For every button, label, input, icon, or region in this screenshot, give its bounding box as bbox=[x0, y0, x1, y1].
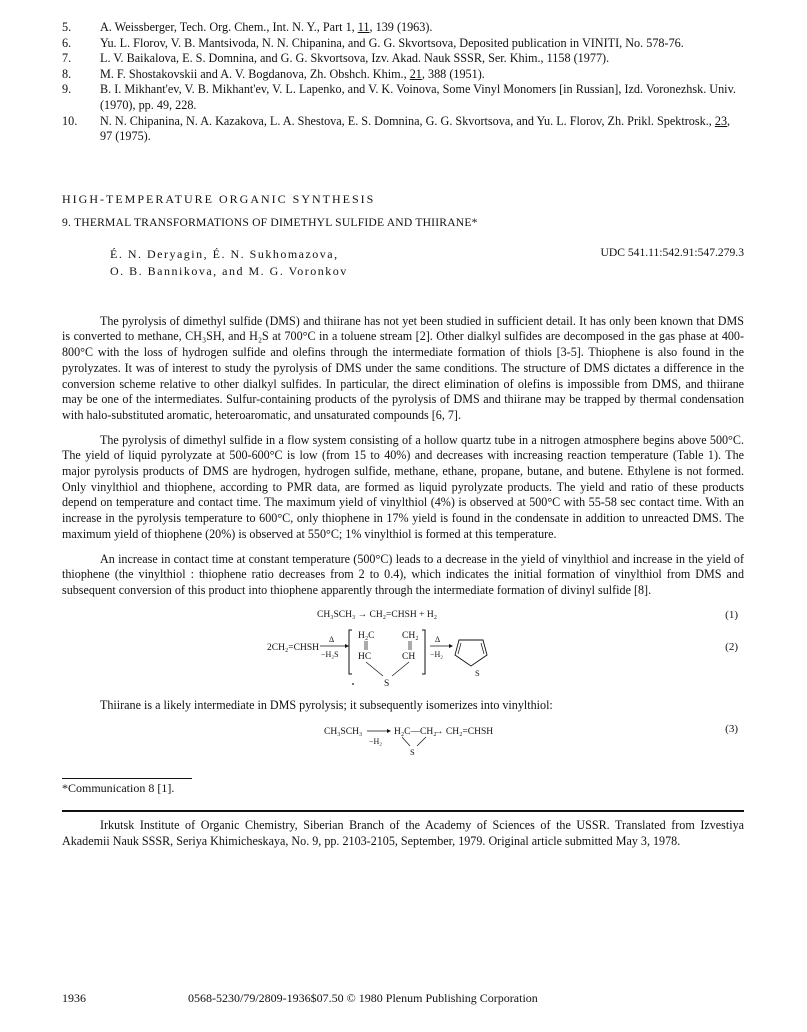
page-number: 1936 bbox=[62, 991, 86, 1005]
reference-number: 6. bbox=[62, 35, 72, 50]
eq3-mid: H₂C—CH₂ bbox=[394, 727, 437, 738]
paragraph-contact-time: An increase in contact time at constant temperature (500°C) leads to a decrease in the yield of vinylthiol and increase in the yield of thiophene (the vinylthiol : thiophene ratio decreases from 2 to 0.4), which indicates the initial formation of vinylthiol from DMS and subsequent conversion of this product into thiophene apparently through the intermediate formation of divinyl sulfide [8]. bbox=[62, 551, 744, 597]
authors-line-1: É. N. Deryagin, É. N. Sukhomazova, bbox=[110, 246, 339, 261]
reference-item bbox=[62, 67, 744, 83]
udc-code: UDC 541.11:542.91:547.279.3 bbox=[600, 245, 744, 259]
eq2-arrow1-above: Δ bbox=[329, 634, 335, 644]
equation-3 bbox=[62, 722, 744, 760]
reference-number: 9. bbox=[62, 82, 72, 97]
eq2-arrow2-below: −H₂ bbox=[430, 649, 444, 659]
eq2-ring-s: S bbox=[475, 667, 480, 678]
paragraph-thiirane: Thiirane is a likely intermediate in DMS pyrolysis; it subsequently isomerizes into vinylthiol: bbox=[100, 697, 553, 712]
affiliation: Irkutsk Institute of Organic Chemistry, Siberian Branch of the Academy of Sciences of the USSR. Translated from Izvestiya Akademii Nauk SSSR, Seriya Khimicheskaya, No. 9, pp. 2103-2105, September, 1979. Original article submitted May 3, 1978. bbox=[62, 818, 744, 848]
eq3-below: −H₂ bbox=[369, 737, 383, 747]
reference-item bbox=[62, 36, 744, 52]
eq2-arrow1-below: −H₂S bbox=[321, 649, 339, 659]
equation-2-diagram bbox=[62, 626, 744, 692]
reference-number: 10. bbox=[62, 113, 78, 128]
eq3-rhs: → CH₂=CHSH bbox=[434, 727, 494, 738]
eq2-h2c: H₂C bbox=[358, 630, 375, 641]
reference-number: 5. bbox=[62, 20, 72, 34]
eq2-hc: HC bbox=[358, 651, 372, 662]
authors-line-2: O. B. Bannikova, and M. G. Voronkov bbox=[110, 263, 348, 278]
equation-1-text: CH₃SCH₃ → CH₂=CHSH + H₂ bbox=[317, 609, 438, 620]
eq3-lhs: CH₃SCH₃ bbox=[324, 727, 363, 738]
reference-text: N. N. Chipanina, N. A. Kazakova, L. A. Shestova, E. S. Domnina, G. G. Skvortsova, and Yu. L. Florov, Zh. Prikl. Spektrosk., 23, 97 (1975). bbox=[100, 113, 731, 144]
eq2-s: S bbox=[384, 678, 390, 689]
article-body bbox=[62, 314, 744, 761]
reference-text: B. I. Mikhant'ev, V. B. Mikhant'ev, V. L. Lapenko, and V. K. Voinova, Some Vinyl Monomers [in Russian], Izd. Voronezhsk. Univ. (1970), pp. 49, 228. bbox=[100, 82, 736, 112]
reference-list bbox=[62, 20, 744, 145]
eq2-ch: CH bbox=[402, 651, 416, 662]
equation-2 bbox=[62, 626, 744, 692]
equation-2-number: (2) bbox=[725, 640, 738, 653]
reference-item bbox=[62, 51, 744, 67]
paragraph-pyrolysis: The pyrolysis of dimethyl sulfide in a flow system consisting of a hollow quartz tube in a nitrogen atmosphere begins above 500°C. The yield of liquid pyrolyzate at 500-600°C is low (from 15 to 40%) and decreases with increasing reaction temperature (Table 1). The major pyrolysis products of DMS are hydrogen, hydrogen sulfide, methane, ethane, propane, butane, and butene. Ethylene is not formed. Only vinylthiol and thiophene, according to PMR data, are formed as liquid pyrolyzate products. The yield and ratio of these products depend on temperature and contact time. The maximum yield of vinylthiol (4%) is observed at 500°C with 55-58 sec contact time. With an increase in the pyrolysis temperature to 600°C, only thiophene in 17% yield is found in the condensate in addition to unreacted DMS. The maximum yield of thiophene (20%) is observed at 550°C; 1% vinylthiol is formed at this temperature. bbox=[62, 432, 744, 541]
reference-text: Yu. L. Florov, V. B. Mantsivoda, N. N. Chipanina, and G. G. Skvortsova, Deposited publication in VINITI, No. 578-76. bbox=[100, 35, 684, 50]
section-heading: HIGH-TEMPERATURE ORGANIC SYNTHESIS bbox=[62, 191, 376, 206]
reference-item bbox=[62, 20, 744, 36]
eq2-ch2: CH₂ bbox=[402, 630, 419, 641]
equation-1-number: (1) bbox=[725, 608, 738, 621]
reference-item bbox=[62, 114, 744, 145]
eq2-arrow2-above: Δ bbox=[435, 634, 441, 644]
reference-text: L. V. Baikalova, E. S. Domnina, and G. G. Skvortsova, Izv. Akad. Nauk SSSR, Ser. Khim., 1158 (1977). bbox=[100, 51, 610, 66]
reference-number: 8. bbox=[62, 66, 72, 81]
reference-text: M. F. Shostakovskii and A. V. Bogdanova, Zh. Obshch. Khim., 21, 388 (1951). bbox=[100, 66, 485, 81]
affiliation-divider bbox=[62, 810, 744, 812]
paragraph-intro: The pyrolysis of dimethyl sulfide (DMS) and thiirane has not yet been studied in sufficient detail. It has only been known that DMS is converted to methane, CH₃SH, and H₂S at 700°C in a toluene stream [2]. Other dialkyl sulfides are decomposed in the gas phase at 400-800°C with the loss of hydrogen sulfide and olefins through the intermediate formation of thiols [3-5]. Thiophene is also found in the pyrolyzates. It was of interest to study the pyrolysis of DMS under the same conditions. The structure of DMS dictates a difference in the conversion scheme relative to other dialkyl sulfides. In particular, the direct elimination of olefins is impossible from DMS, and thiirane may be one of the intermediates. Sulfur-containing products of the pyrolysis of DMS and thiirane may be trapped by thermal condensation with halo-substituted aromatic, heteroaromatic, and unsaturated compounds [6, 7]. bbox=[62, 313, 744, 422]
reference-text: A. Weissberger, Tech. Org. Chem., Int. N. Y., Part 1, 11, 139 (1963). bbox=[100, 20, 433, 34]
footer-code: 0568-5230/79/2809-1936$07.50 © 1980 Plenum Publishing Corporation bbox=[188, 991, 538, 1005]
reference-number: 7. bbox=[62, 51, 72, 66]
eq2-lhs: 2CH₂=CHSH bbox=[267, 642, 319, 653]
article-title: 9. THERMAL TRANSFORMATIONS OF DIMETHYL SULFIDE AND THIIRANE* bbox=[62, 215, 478, 229]
page bbox=[62, 20, 744, 850]
authors bbox=[62, 246, 348, 280]
eq3-s: S bbox=[410, 747, 415, 758]
footnote: *Communication 8 [1]. bbox=[62, 781, 175, 796]
reference-item bbox=[62, 82, 744, 113]
equation-1 bbox=[62, 608, 744, 626]
byline bbox=[62, 246, 744, 280]
footnote-divider bbox=[62, 778, 192, 779]
equation-3-diagram bbox=[62, 722, 744, 760]
equation-3-number: (3) bbox=[725, 723, 738, 736]
